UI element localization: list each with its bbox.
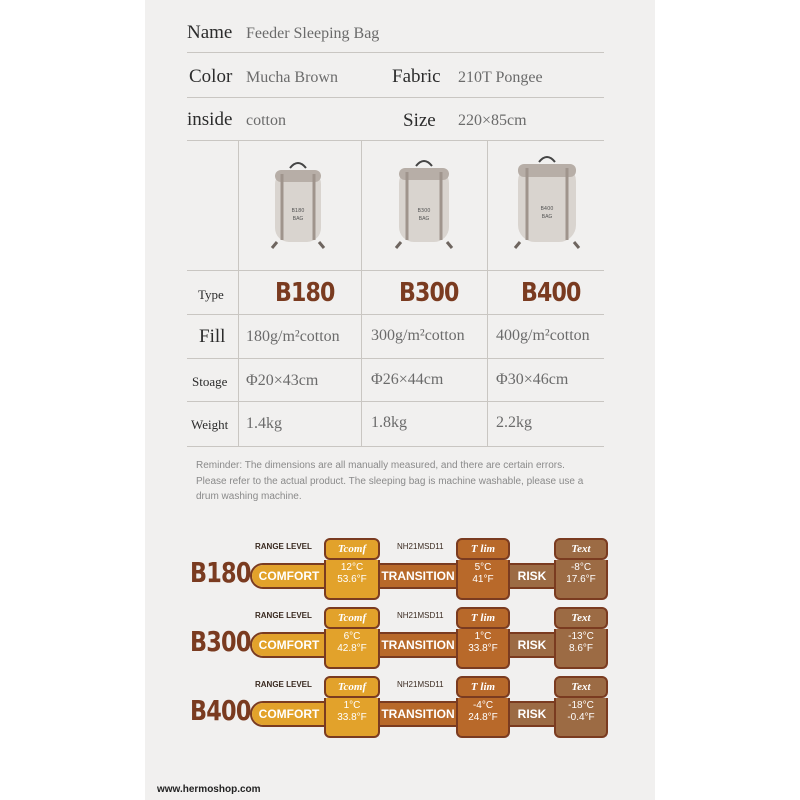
storage-b300: Φ26×44cm bbox=[371, 371, 444, 388]
comfort-temp-value: 6°C 42.8°F bbox=[324, 629, 380, 669]
storage-b180: Φ20×43cm bbox=[246, 372, 319, 389]
comfort-segment: COMFORT bbox=[252, 703, 326, 725]
weight-b180: 1.4kg bbox=[246, 415, 282, 432]
bag-label: B300 bbox=[417, 208, 431, 214]
size-value: 220×85cm bbox=[458, 112, 527, 129]
t-lim-tag: T lim bbox=[456, 538, 510, 560]
t-comf-tag: Tcomf bbox=[324, 607, 380, 629]
model-type-b400: B400 bbox=[521, 278, 581, 308]
size-label: Size bbox=[403, 110, 436, 131]
sleeping-bag-b180-image bbox=[268, 160, 328, 250]
extreme-temp-value: -8°C 17.6°F bbox=[554, 560, 608, 600]
divider bbox=[187, 97, 604, 98]
t-lim-tag: T lim bbox=[456, 676, 510, 698]
risk-segment: RISK bbox=[510, 565, 554, 587]
model-code: NH21MSD11 bbox=[397, 680, 444, 689]
footer-website-link[interactable]: www.hermoshop.com bbox=[157, 784, 261, 795]
divider bbox=[187, 314, 604, 315]
row-label-type: Type bbox=[198, 287, 224, 302]
transition-segment: TRANSITION bbox=[380, 634, 456, 656]
comfort-segment: COMFORT bbox=[252, 565, 326, 587]
fabric-label: Fabric bbox=[392, 66, 441, 87]
temperature-row-b180 bbox=[190, 542, 610, 612]
bag-label: B400 bbox=[540, 206, 554, 212]
svg-text:BAG: BAG bbox=[541, 214, 553, 220]
storage-b400: Φ30×46cm bbox=[496, 371, 569, 388]
bag-label: B180 bbox=[291, 208, 305, 214]
row-label-storage: Stoage bbox=[192, 374, 228, 389]
row-label-weight: Weight bbox=[191, 417, 229, 432]
grid-line bbox=[361, 141, 362, 270]
model-code: NH21MSD11 bbox=[397, 542, 444, 551]
temperature-row-b400 bbox=[190, 680, 610, 750]
grid-line bbox=[487, 141, 488, 270]
reminder-line: drum washing machine. bbox=[196, 491, 302, 502]
comfort-temp-value: 1°C 33.8°F bbox=[324, 698, 380, 738]
extreme-temp-value: -13°C 8.6°F bbox=[554, 629, 608, 669]
t-lim-tag: T lim bbox=[456, 607, 510, 629]
t-ext-tag: Text bbox=[554, 538, 608, 560]
transition-segment: TRANSITION bbox=[380, 565, 456, 587]
fill-b300: 300g/m²cotton bbox=[371, 327, 465, 344]
reminder-line: Please refer to the actual product. The sleeping bag is machine washable, please use a bbox=[196, 475, 584, 487]
name-value: Feeder Sleeping Bag bbox=[246, 25, 380, 42]
divider bbox=[187, 52, 604, 53]
divider bbox=[187, 446, 604, 447]
weight-b400: 2.2kg bbox=[496, 414, 532, 431]
limit-temp-value: -4°C 24.8°F bbox=[456, 698, 510, 738]
divider bbox=[187, 270, 604, 271]
fabric-value: 210T Pongee bbox=[458, 69, 543, 86]
transition-segment: TRANSITION bbox=[380, 703, 456, 725]
reminder-line: Reminder: The dimensions are all manually measured, and there are certain errors. bbox=[196, 460, 565, 471]
model-type-b300: B300 bbox=[399, 278, 459, 308]
color-value: Mucha Brown bbox=[246, 69, 338, 86]
temperature-row-b300 bbox=[190, 611, 610, 681]
divider bbox=[187, 358, 604, 359]
temp-model-name: B180 bbox=[190, 556, 251, 589]
row-label-fill: Fill bbox=[199, 326, 226, 347]
svg-text:BAG: BAG bbox=[418, 216, 430, 222]
t-comf-tag: Tcomf bbox=[324, 538, 380, 560]
svg-text:BAG: BAG bbox=[292, 216, 304, 222]
model-type-b180: B180 bbox=[275, 278, 335, 308]
weight-b300: 1.8kg bbox=[371, 414, 407, 431]
reminder-note bbox=[196, 458, 616, 505]
temp-model-name: B400 bbox=[190, 694, 251, 727]
limit-temp-value: 5°C 41°F bbox=[456, 560, 510, 600]
range-level-label: RANGE LEVEL bbox=[255, 680, 312, 689]
limit-temp-value: 1°C 33.8°F bbox=[456, 629, 510, 669]
risk-segment: RISK bbox=[510, 634, 554, 656]
inside-label: inside bbox=[187, 109, 233, 130]
model-code: NH21MSD11 bbox=[397, 611, 444, 620]
range-level-label: RANGE LEVEL bbox=[255, 611, 312, 620]
grid-line bbox=[238, 141, 239, 270]
comfort-temp-value: 12°C 53.6°F bbox=[324, 560, 380, 600]
temp-model-name: B300 bbox=[190, 625, 251, 658]
t-ext-tag: Text bbox=[554, 607, 608, 629]
name-label: Name bbox=[187, 22, 233, 43]
color-label: Color bbox=[189, 66, 233, 87]
t-ext-tag: Text bbox=[554, 676, 608, 698]
extreme-temp-value: -18°C -0.4°F bbox=[554, 698, 608, 738]
risk-segment: RISK bbox=[510, 703, 554, 725]
fill-b400: 400g/m²cotton bbox=[496, 327, 590, 344]
t-comf-tag: Tcomf bbox=[324, 676, 380, 698]
inside-value: cotton bbox=[246, 112, 286, 129]
divider bbox=[187, 140, 604, 141]
divider bbox=[187, 401, 604, 402]
sleeping-bag-b400-image bbox=[513, 154, 581, 250]
sleeping-bag-b300-image bbox=[393, 158, 455, 250]
fill-b180: 180g/m²cotton bbox=[246, 328, 340, 345]
range-level-label: RANGE LEVEL bbox=[255, 542, 312, 551]
comfort-segment: COMFORT bbox=[252, 634, 326, 656]
